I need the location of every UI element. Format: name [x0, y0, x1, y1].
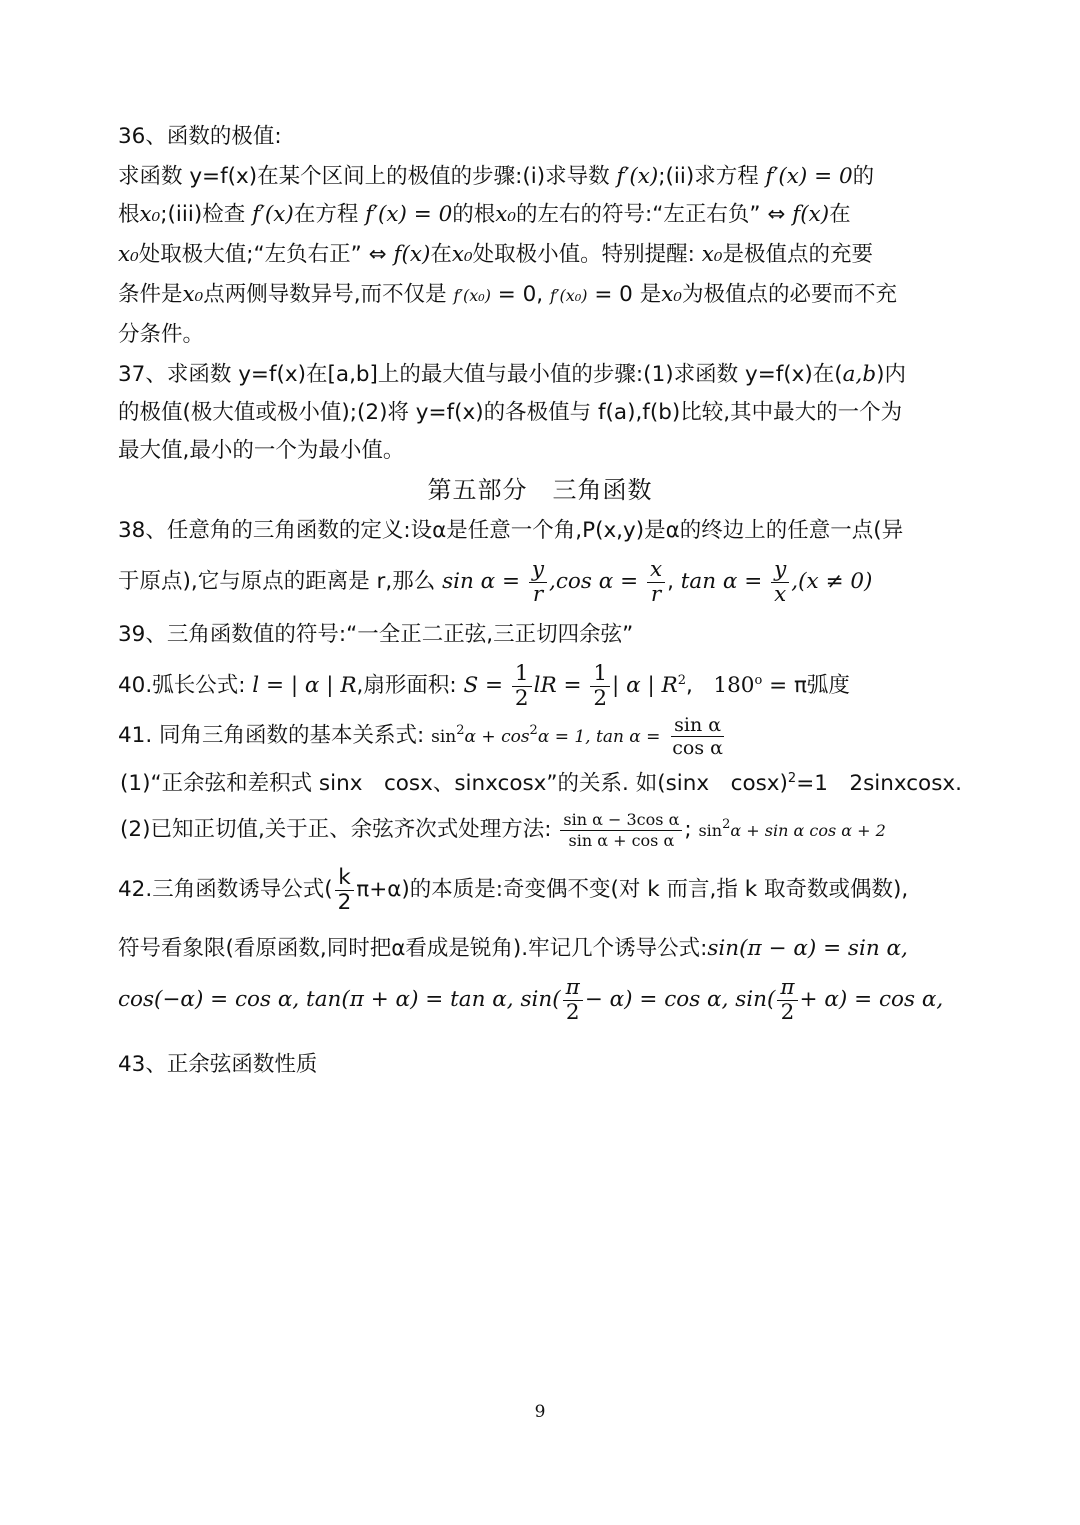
item-40: 40.弧长公式: l = | α | R,扇形面积: S = $\frac{1}{2}$ lR = $\frac{1}{2}$ | α | $R^2$, 180$^o$ = π弧度: [118, 660, 850, 711]
frac-y-over-r: $\frac{y}{r}$: [529, 558, 547, 607]
frac-one-half-a: $\frac{1}{2}$: [512, 662, 532, 711]
item-38-line-1: 38、任意角的三角函数的定义:设α是任意一个角,P(x,y)是α的终边上的任意一点(异: [118, 518, 904, 543]
frac-one-half-b: $\frac{1}{2}$: [590, 662, 610, 711]
frac-y-over-x: $\frac{y}{x}$: [771, 558, 789, 607]
item-36-line-5: 分条件。: [118, 322, 205, 347]
item-42-line-3: cos(−α) = cos α, tan(π + α) = tan α, sin( $\frac{\pi}{2}$ − α) = cos α, sin( $\frac{\pi}{2}$ + α) = cos α,: [118, 974, 944, 1025]
item-38-line-2: 于原点),它与原点的距离是 r,那么 sin α = $\frac{y}{r}$ ,cos α = $\frac{x}{r}$ , tan α = $\frac{y}{x}$ ,(x ≠ 0): [118, 556, 873, 607]
frac-pi-over-2-a: $\frac{\pi}{2}$: [563, 976, 583, 1025]
item-37-line-2: 的极值(极大值或极小值);(2)将 y=f(x)的各极值与 f(a),f(b)比较,其中最大的一个为: [118, 400, 903, 425]
item-43: 43、正余弦函数性质: [118, 1052, 318, 1077]
item-36-line-2: 根x₀;(iii)检查 f′(x)在方程 f′(x) = 0的根x₀的左右的符号:“左正右负” ⇔ f(x)在: [118, 202, 851, 227]
frac-sin-over-cos: $\frac{\text{sin α}}{\text{cos α}}$: [672, 713, 723, 759]
page-number: 9: [534, 1402, 546, 1422]
item-36-line-1: 求函数 y=f(x)在某个区间上的极值的步骤:(i)求导数 f′(x);(ii)求方程 f′(x) = 0的: [118, 164, 875, 189]
section-heading: 第五部分 三角函数: [427, 476, 653, 504]
item-39: 39、三角函数值的符号:“一全正二正弦,三正切四余弦”: [118, 622, 634, 647]
item-37-line-3: 最大值,最小的一个为最小值。: [118, 438, 405, 463]
frac-homogeneous: $\frac{\text{sin α − 3cos α}}{\text{sin α + cos α}}$: [560, 810, 682, 851]
item-41: 41. 同角三角函数的基本关系式: $\sin^2\alpha + \cos^2\alpha = 1$, tan α = $\frac{\text{sin α}}{\text{cos α}}$: [118, 705, 728, 763]
item-37-line-1: 37、求函数 y=f(x)在[a,b]上的最大值与最小值的步骤:(1)求函数 y=f(x)在(a,b)内: [118, 362, 906, 387]
item-41-part-2: (2)已知正切值,关于正、余弦齐次式处理方法: $\frac{\text{sin α − 3cos α}}{\text{sin α + cos α}}$ ; $\sin^2\alpha + \sin \alpha$ cos α + 2: [120, 809, 886, 850]
frac-pi-over-2-b: $\frac{\pi}{2}$: [777, 976, 797, 1025]
frac-k-over-2: $\frac{k}{2}$: [335, 866, 355, 915]
frac-x-over-r: $\frac{x}{r}$: [647, 558, 665, 607]
item-36-line-4: 条件是x₀点两侧导数异号,而不仅是 f′(x₀) = 0, f′(x₀) = 0 是x₀为极值点的必要而不充: [118, 282, 897, 307]
item-42-line-1: 42.三角函数诱导公式( $\frac{k}{2}$ π+α)的本质是:奇变偶不变(对 k 而言,指 k 取奇数或偶数),: [118, 864, 909, 915]
item-41-part-1: (1)“正余弦和差积式 sinx cosx、sinxcosx”的关系. 如(sinx cosx)$^2$=1 2sinxcosx.: [120, 771, 962, 796]
item-36-line-3: x₀处取极大值;“左负右正” ⇔ f(x)在x₀处取极小值。特别提醒: x₀是极值点的充要: [118, 242, 873, 267]
item-42-line-2: 符号看象限(看原函数,同时把α看成是锐角).牢记几个诱导公式:sin(π − α) = sin α,: [118, 936, 908, 961]
item-36-title: 36、函数的极值:: [118, 124, 282, 149]
